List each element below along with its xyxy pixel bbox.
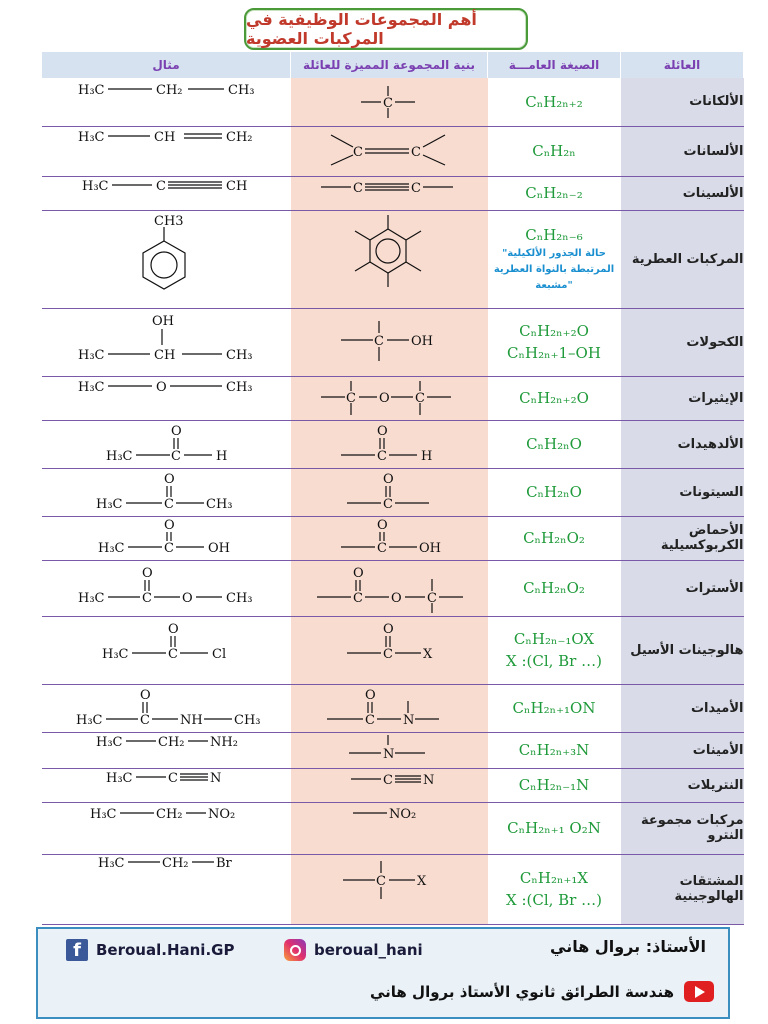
atom-label: H₃C: [106, 448, 133, 464]
atom-label: C: [373, 333, 384, 349]
example-cell: [42, 516, 291, 560]
atom-label: C: [164, 496, 174, 512]
structure-cell: [291, 420, 488, 468]
atom-label: O: [376, 517, 388, 533]
atom-label: H₃C: [96, 734, 123, 750]
general-formula: X :(Cl, Br …): [506, 652, 602, 670]
atom-label: C: [352, 590, 363, 606]
structure-halide: [291, 855, 485, 924]
structure-cell: [291, 78, 488, 126]
example-nitro: [42, 803, 288, 854]
formula-cell: [488, 768, 621, 802]
atom-label: C: [410, 180, 421, 196]
example-cell: [42, 560, 291, 616]
family-name: مركبات مجموعة النترو: [640, 813, 744, 843]
table-row: [42, 854, 744, 924]
table-header: [42, 52, 744, 78]
family-name: الألسانات: [683, 143, 744, 159]
example-toluene: [42, 211, 288, 308]
structure-cell: [291, 210, 488, 308]
example-nitrile: [42, 769, 288, 802]
general-formula: CₙH₂ₙ₊1–OH: [507, 344, 601, 362]
atom-label: H₃C: [98, 540, 125, 556]
atom-label: O: [382, 621, 394, 637]
atom-label: C: [352, 180, 363, 196]
atom-label: C: [376, 448, 387, 464]
atom-label: CH₂: [156, 83, 183, 99]
atom-label: O: [140, 687, 151, 703]
family-name: الكحولات: [686, 334, 744, 350]
atom-label: H₃C: [82, 178, 109, 194]
general-formula: CₙH₂ₙ₋₂: [525, 184, 583, 202]
general-formula: CₙH₂ₙ₊₁ O₂N: [507, 819, 601, 837]
family-cell: [621, 78, 744, 126]
atom-label: C: [168, 770, 178, 786]
general-formula: CₙH₂ₙ₊₃N: [518, 741, 590, 759]
header-structure: بنية المجموعة المميزة للعائلة: [291, 52, 488, 78]
example-ketone: [42, 469, 288, 516]
formula-cell: [488, 376, 621, 420]
example-cell: [42, 802, 291, 854]
atom-label: O: [156, 379, 167, 395]
atom-label: X: [422, 646, 432, 662]
family-cell: [621, 560, 744, 616]
atom-label: O: [171, 423, 182, 439]
formula-cell: [488, 560, 621, 616]
atom-label: CH₃: [228, 83, 255, 99]
formula-cell: [488, 468, 621, 516]
atom-label: X: [416, 873, 426, 889]
example-cell: [42, 420, 291, 468]
structure-alkane: [291, 78, 485, 125]
youtube-channel: هندسة الطرائق ثانوي الأستاذ بروال هاني: [369, 982, 674, 1001]
atom-label: CH₃: [226, 347, 253, 363]
atom-label: O: [382, 471, 394, 487]
atom-label: H₃C: [98, 855, 125, 871]
table-row: [42, 376, 744, 420]
example-aldehyde: [42, 421, 288, 468]
general-formula: CₙH₂ₙ₊₂O: [519, 389, 589, 407]
general-formula: CₙH₂ₙ₊₁X: [519, 869, 589, 887]
header-example: مثال: [42, 52, 291, 78]
atom-label: NH₂: [210, 734, 238, 750]
example-cell: [42, 376, 291, 420]
family-cell: [621, 854, 744, 924]
atom-label: CH: [154, 347, 176, 363]
title-box: [244, 8, 528, 50]
example-alkyne: [42, 177, 288, 210]
atom-label: C: [168, 646, 178, 662]
formula-cell: [488, 802, 621, 854]
atom-label: CH₂: [162, 855, 189, 871]
structure-amine: [291, 733, 485, 768]
table-row: [42, 616, 744, 684]
atom-label: C: [164, 540, 174, 556]
atom-label: C: [410, 144, 421, 160]
formula-cell: [488, 210, 621, 308]
atom-label: O: [352, 565, 364, 581]
family-name: المركبات العطرية: [631, 251, 744, 267]
youtube-icon: [684, 981, 714, 1002]
atom-label: H₃C: [96, 496, 123, 512]
atom-label: Cl: [212, 646, 227, 662]
example-cell: [42, 732, 291, 768]
family-name: الأسترات: [685, 580, 744, 596]
atom-label: C: [364, 712, 375, 728]
atom-label: CH3: [154, 213, 184, 229]
table-row: [42, 126, 744, 176]
family-name: المشتقات الهالوجينية: [674, 874, 744, 904]
structure-alcohol: [291, 309, 485, 376]
formula-cell: [488, 854, 621, 924]
atom-label: O: [164, 471, 175, 487]
example-cell: [42, 126, 291, 176]
example-halide: [42, 855, 288, 924]
atom-label: CH₂: [158, 734, 185, 750]
example-cell: [42, 78, 291, 126]
atom-label: N: [382, 746, 394, 762]
example-acid: [42, 517, 288, 560]
example-alkane: [42, 78, 288, 125]
family-cell: [621, 802, 744, 854]
atom-label: OH: [208, 540, 230, 556]
family-name: النتريلات: [687, 777, 744, 793]
atom-label: OH: [418, 540, 441, 556]
general-formula: CₙH₂ₙ₊₂: [525, 92, 583, 111]
header-family: العائلة: [621, 52, 744, 78]
general-formula: CₙH₂ₙO: [526, 483, 582, 501]
structure-cell: [291, 854, 488, 924]
family-cell: [621, 126, 744, 176]
structure-cell: [291, 468, 488, 516]
general-formula: CₙH₂ₙ: [532, 142, 576, 160]
aromatic-note: "حالة الجذور الألكيلية المرتبطة بالنواة العطرية مشبعة": [493, 248, 615, 291]
atom-label: O: [376, 423, 388, 439]
table-row: [42, 468, 744, 516]
family-name: الأمينات: [692, 742, 744, 758]
atom-label: C: [382, 772, 393, 788]
structure-cell: [291, 516, 488, 560]
atom-label: N: [210, 770, 222, 786]
general-formula: CₙH₂ₙ₋₁OX: [513, 630, 595, 648]
atom-label: H: [420, 448, 432, 464]
structure-ester: [291, 561, 485, 616]
atom-label: H₃C: [106, 770, 133, 786]
table-row: [42, 308, 744, 376]
atom-label: CH₃: [206, 496, 233, 512]
atom-label: CH₂: [226, 129, 253, 145]
atom-label: H₃C: [78, 129, 105, 145]
atom-label: C: [382, 646, 393, 662]
structure-cell: [291, 376, 488, 420]
atom-label: NH: [180, 712, 203, 728]
structure-nitrile: [291, 769, 485, 802]
atom-label: O: [378, 390, 390, 406]
footer: [36, 927, 730, 1019]
atom-label: O: [142, 565, 153, 581]
structure-alkene: [291, 127, 485, 176]
atom-label: O: [168, 621, 179, 637]
atom-label: C: [156, 178, 166, 194]
example-ether: [42, 377, 288, 420]
family-cell: [621, 616, 744, 684]
family-name: الألسينات: [682, 185, 744, 201]
structure-acid: [291, 517, 485, 560]
example-cell: [42, 684, 291, 732]
family-cell: [621, 420, 744, 468]
general-formula: CₙH₂ₙO₂: [523, 529, 585, 547]
atom-label: NO₂: [208, 806, 236, 822]
structure-cell: [291, 176, 488, 210]
general-formula: X :(Cl, Br …): [506, 891, 602, 909]
family-cell: [621, 732, 744, 768]
atom-label: H: [216, 448, 228, 464]
family-name: هالوجينات الأسيل: [630, 642, 744, 658]
example-alkene: [42, 127, 288, 176]
table-row: [42, 78, 744, 126]
structure-ketone: [291, 469, 485, 516]
structure-amide: [291, 685, 485, 732]
example-cell: [42, 854, 291, 924]
family-name: الألدهيدات: [677, 436, 744, 452]
table-row: [42, 732, 744, 768]
structure-alkyne: [291, 177, 485, 210]
example-acyl-halide: [42, 617, 288, 684]
formula-cell: [488, 308, 621, 376]
atom-label: Br: [216, 855, 232, 871]
atom-label: C: [142, 590, 152, 606]
atom-label: O: [182, 590, 193, 606]
structure-cell: [291, 126, 488, 176]
structure-nitro: [291, 803, 485, 854]
table-row: [42, 802, 744, 854]
family-cell: [621, 684, 744, 732]
family-name: الإيثيرات: [688, 390, 744, 406]
atom-label: CH₂: [156, 806, 183, 822]
family-cell: [621, 768, 744, 802]
family-cell: [621, 376, 744, 420]
atom-label: CH: [154, 129, 176, 145]
atom-label: C: [382, 496, 393, 512]
formula-cell: [488, 684, 621, 732]
family-name: الألكانات: [689, 94, 744, 110]
atom-label: H₃C: [90, 806, 117, 822]
example-cell: [42, 468, 291, 516]
table-row: [42, 684, 744, 732]
structure-cell: [291, 308, 488, 376]
atom-label: H₃C: [78, 347, 105, 363]
atom-label: N: [402, 712, 414, 728]
structure-aldehyde: [291, 421, 485, 468]
atom-label: H₃C: [78, 379, 105, 395]
general-formula: CₙH₂ₙ₋₁N: [518, 776, 590, 794]
structure-cell: [291, 684, 488, 732]
family-name: الأميدات: [690, 700, 744, 716]
table-row: [42, 420, 744, 468]
atom-label: CH₃: [226, 590, 253, 606]
professor-name: الأستاذ: بروال هاني: [550, 937, 706, 956]
facebook-link[interactable]: [66, 939, 234, 961]
atom-label: H₃C: [78, 590, 105, 606]
structure-cell: [291, 768, 488, 802]
atom-label: OH: [152, 313, 174, 329]
facebook-handle: Beroual.Hani.GP: [96, 941, 235, 959]
family-cell: [621, 468, 744, 516]
atom-label: NO₂: [388, 806, 416, 822]
atom-label: H₃C: [78, 83, 105, 99]
formula-cell: [488, 732, 621, 768]
structure-ether: [291, 377, 485, 420]
atom-label: C: [382, 96, 393, 112]
table-row: [42, 768, 744, 802]
structure-cell: [291, 732, 488, 768]
atom-label: C: [345, 390, 356, 406]
atom-label: O: [364, 687, 376, 703]
general-formula: CₙH₂ₙ₋₆: [525, 226, 583, 244]
atom-label: O: [390, 590, 402, 606]
example-cell: [42, 308, 291, 376]
family-name: السيتونات: [679, 484, 744, 500]
example-alcohol: [42, 309, 288, 376]
example-ester: [42, 561, 288, 616]
atom-label: C: [140, 712, 150, 728]
instagram-icon: [284, 939, 306, 961]
table-row: [42, 176, 744, 210]
formula-cell: [488, 420, 621, 468]
structure-benzene: [291, 211, 485, 308]
atom-label: CH: [226, 178, 248, 194]
family-cell: [621, 516, 744, 560]
atom-label: C: [376, 540, 387, 556]
atom-label: H₃C: [102, 646, 129, 662]
example-cell: [42, 768, 291, 802]
structure-cell: [291, 802, 488, 854]
general-formula: CₙH₂ₙO₂: [523, 579, 585, 597]
formula-cell: [488, 78, 621, 126]
instagram-link[interactable]: [284, 939, 423, 961]
atom-label: C: [414, 390, 425, 406]
example-amide: [42, 685, 288, 732]
instagram-handle: beroual_hani: [314, 941, 423, 959]
header-formula: الصيغة العامـــة: [488, 52, 621, 78]
general-formula: CₙH₂ₙO: [526, 435, 582, 453]
facebook-icon: f: [66, 939, 88, 961]
structure-acyl-halide: [291, 617, 485, 684]
functional-groups-table: [42, 52, 744, 925]
table-row: [42, 516, 744, 560]
atom-label: C: [352, 144, 363, 160]
formula-cell: [488, 176, 621, 210]
atom-label: O: [164, 517, 175, 533]
formula-cell: [488, 516, 621, 560]
atom-label: CH₃: [234, 712, 261, 728]
structure-cell: [291, 560, 488, 616]
youtube-link[interactable]: [370, 981, 714, 1002]
atom-label: C: [375, 873, 386, 889]
atom-label: C: [171, 448, 181, 464]
structure-cell: [291, 616, 488, 684]
formula-cell: [488, 126, 621, 176]
general-formula: CₙH₂ₙ₊₂O: [519, 322, 589, 340]
formula-cell: [488, 616, 621, 684]
atom-label: C: [426, 590, 437, 606]
family-cell: [621, 308, 744, 376]
table-row: [42, 560, 744, 616]
page-title: أهم المجموعات الوظيفية في المركبات العضوية: [246, 10, 477, 48]
family-cell: [621, 176, 744, 210]
atom-label: H₃C: [76, 712, 103, 728]
example-amine: [42, 733, 288, 768]
example-cell: [42, 176, 291, 210]
atom-label: OH: [410, 333, 433, 349]
table-row: [42, 210, 744, 308]
general-formula: CₙH₂ₙ₊₁ON: [512, 699, 596, 717]
family-name: الأحماض الكربوكسيلية: [660, 523, 744, 553]
example-cell: [42, 210, 291, 308]
atom-label: N: [422, 772, 434, 788]
atom-label: CH₃: [226, 379, 253, 395]
example-cell: [42, 616, 291, 684]
family-cell: [621, 210, 744, 308]
